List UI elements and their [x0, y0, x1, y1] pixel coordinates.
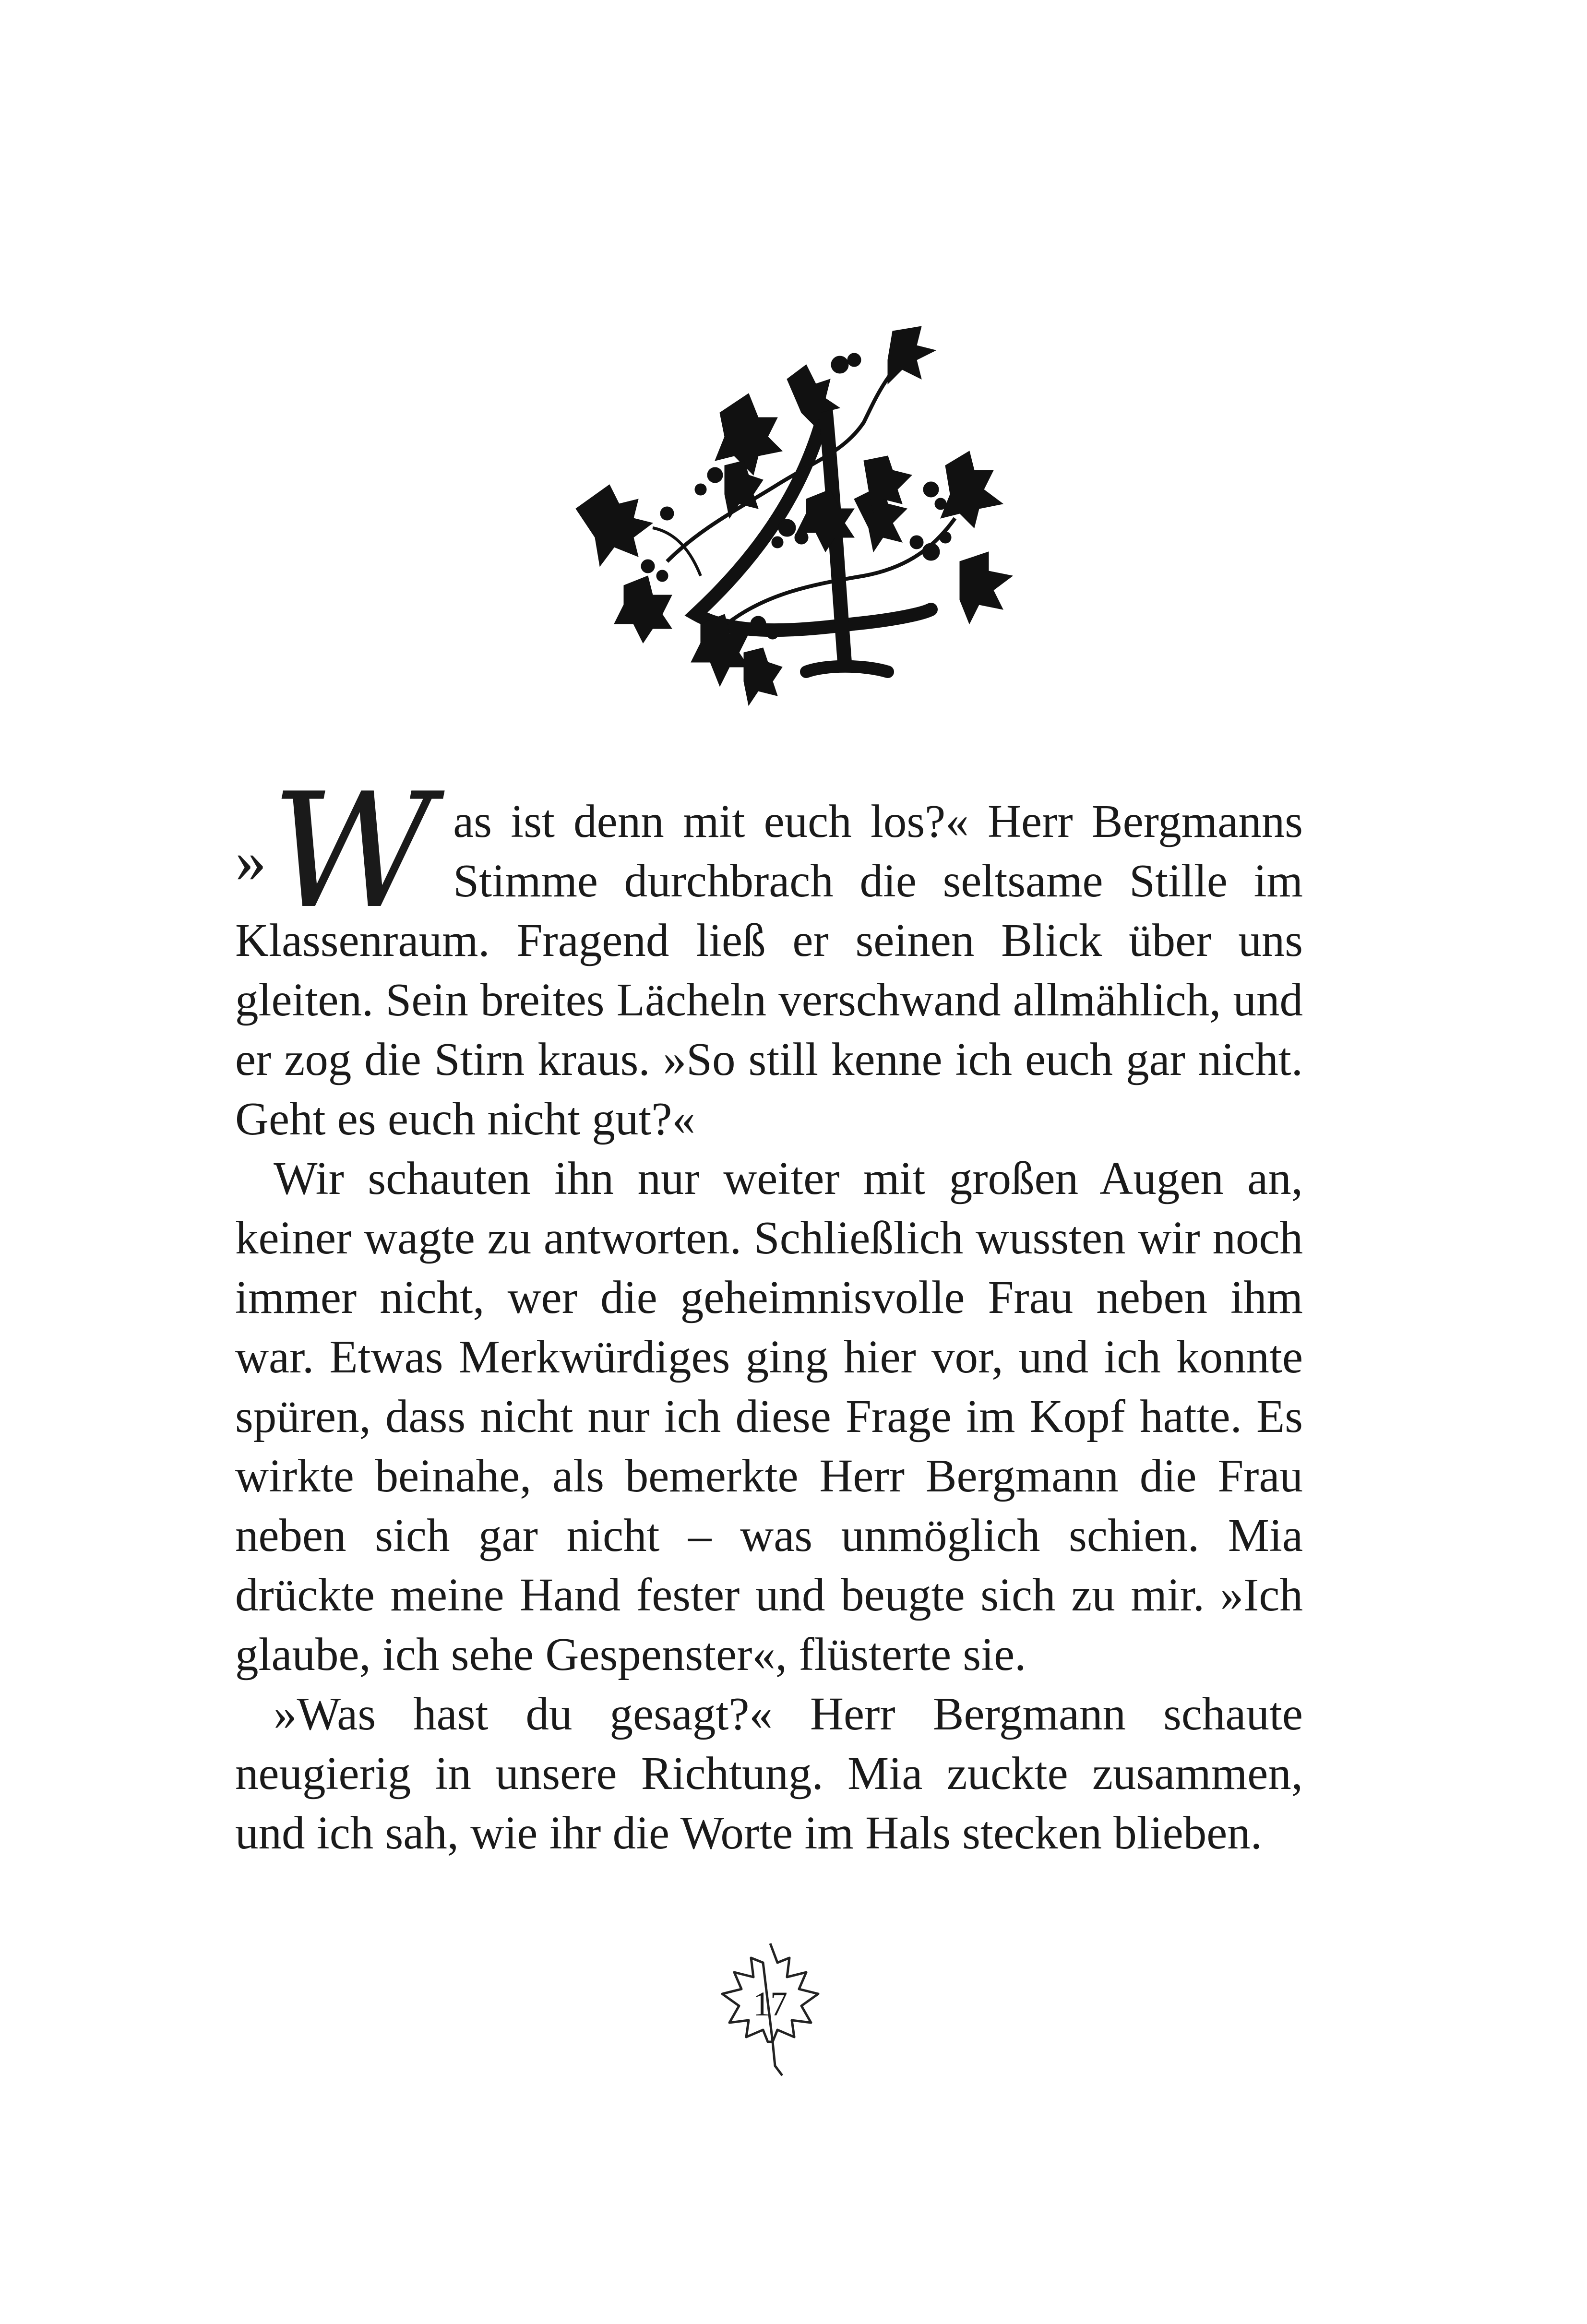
page-footer [715, 1939, 825, 2078]
opening-guillemet: » [235, 826, 266, 895]
holly-number-four-icon [557, 326, 1027, 710]
page-number: 17 [753, 1985, 788, 2023]
drop-cap-group [235, 759, 443, 943]
paragraph-text: as ist denn mit euch los?« Herr Bergmanns Stimme durchbrach die seltsame Stille im Klassenraum. Fragend ließ er seinen Blick über uns gleiten. Sein breites Lächeln verschwand allmählich, und er zog die Stirn kraus. »So still kenne ich euch gar nicht. Geht es euch nicht gut?« [235, 796, 1303, 1144]
paragraph [235, 759, 1303, 1149]
paragraph: »Was hast du gesagt?« Herr Bergmann schaute neugierig in unsere Richtung. Mia zuckte zusammen, und ich sah, wie ihr die Worte im Hals stecken blieben. [235, 1688, 1303, 1859]
paragraph: Wir schauten ihn nur weiter mit großen Augen an, keiner wagte zu antworten. Schließlich wussten wir noch immer nicht, wer die geheimnisvolle Frau neben ihm war. Etwas Merkwürdiges ging hier vor, und ich konnte spüren, dass nicht nur ich diese Frage im Kopf hatte. Es wirkte beinahe, als bemerkte Herr Bergmann die Frau neben sich gar nicht – was unmöglich schien. Mia drückte meine Hand fester und beugte sich zu mir. »Ich glaube, ich sehe Gespenster«, flüsterte sie. [235, 1153, 1303, 1680]
drop-cap: W [271, 759, 430, 943]
body-text [235, 759, 1303, 1863]
